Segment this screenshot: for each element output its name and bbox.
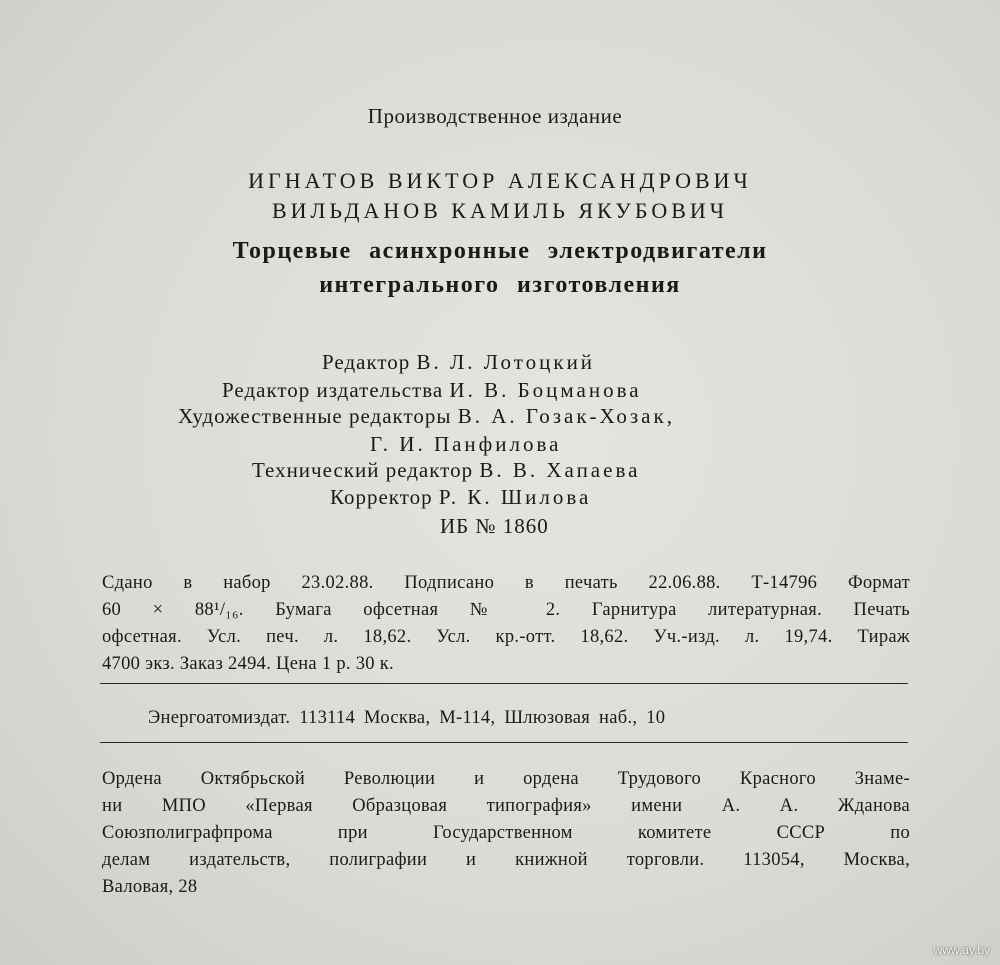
publisher-address: Энергоатомиздат. 113114 Москва, М-114, Шлюзовая наб., 10 bbox=[148, 708, 666, 728]
credit-role: Технический редактор bbox=[252, 458, 474, 482]
print-details-line: 4700 экз. Заказ 2494. Цена 1 р. 30 к. bbox=[102, 654, 394, 674]
printer-info-line: ни МПО «Первая Образцовая типография» имени А. А. Жданова bbox=[102, 796, 910, 816]
divider bbox=[100, 683, 908, 684]
author-name: ИГНАТОВ ВИКТОР АЛЕКСАНДРОВИЧ bbox=[248, 168, 752, 193]
credit-role: Художественные редакторы bbox=[178, 404, 452, 428]
print-details bbox=[102, 570, 910, 678]
credit-editor bbox=[322, 350, 595, 375]
credit-publishing-editor bbox=[222, 378, 642, 403]
printer-info-line: Валовая, 28 bbox=[102, 877, 198, 897]
credit-name: Р. К. Шилова bbox=[438, 485, 592, 509]
credit-name: В. В. Хапаева bbox=[479, 458, 641, 482]
credit-art-editor-second bbox=[370, 432, 561, 457]
series-label: Производственное издание bbox=[367, 104, 623, 128]
book-title-line: Торцевые асинхронные электродвигатели bbox=[232, 238, 768, 264]
book-title-line: интегрального изготовления bbox=[319, 272, 681, 298]
credit-art-editors bbox=[178, 404, 675, 429]
printer-info-line: делам издательств, полиграфии и книжной торговли. 113054, Москва, bbox=[102, 850, 910, 870]
credit-name: В. Л. Лотоцкий bbox=[416, 350, 596, 374]
printer-info-line: Ордена Октябрьской Революции и ордена Трудового Красного Знаме- bbox=[102, 769, 910, 789]
print-details-line: Сдано в набор 23.02.88. Подписано в печать 22.06.88. Т-14796 Формат bbox=[102, 573, 910, 593]
credit-technical-editor bbox=[252, 458, 640, 483]
divider bbox=[100, 742, 908, 743]
author-name: ВИЛЬДАНОВ КАМИЛЬ ЯКУБОВИЧ bbox=[271, 198, 729, 223]
printer-info bbox=[102, 766, 910, 901]
credit-name: В. А. Гозак-Хозак, bbox=[457, 404, 675, 428]
printer-info-line: Союзполиграфпрома при Государственном комитете СССР по bbox=[102, 823, 910, 843]
credit-role: Редактор издательства bbox=[222, 378, 444, 402]
credit-name: Г. И. Панфилова bbox=[370, 432, 562, 456]
credit-name: И. В. Боцманова bbox=[449, 378, 642, 402]
credit-role: Редактор bbox=[322, 350, 411, 374]
ib-number: ИБ № 1860 bbox=[440, 514, 549, 538]
credit-role: Корректор bbox=[330, 485, 433, 509]
print-details-line: 60 × 88¹/₁₆. Бумага офсетная № 2. Гарнитура литературная. Печать bbox=[102, 600, 910, 620]
watermark: www.ay.by bbox=[933, 943, 990, 957]
print-details-line: офсетная. Усл. печ. л. 18,62. Усл. кр.-отт. 18,62. Уч.-изд. л. 19,74. Тираж bbox=[102, 627, 910, 647]
credit-proofreader bbox=[330, 485, 591, 510]
